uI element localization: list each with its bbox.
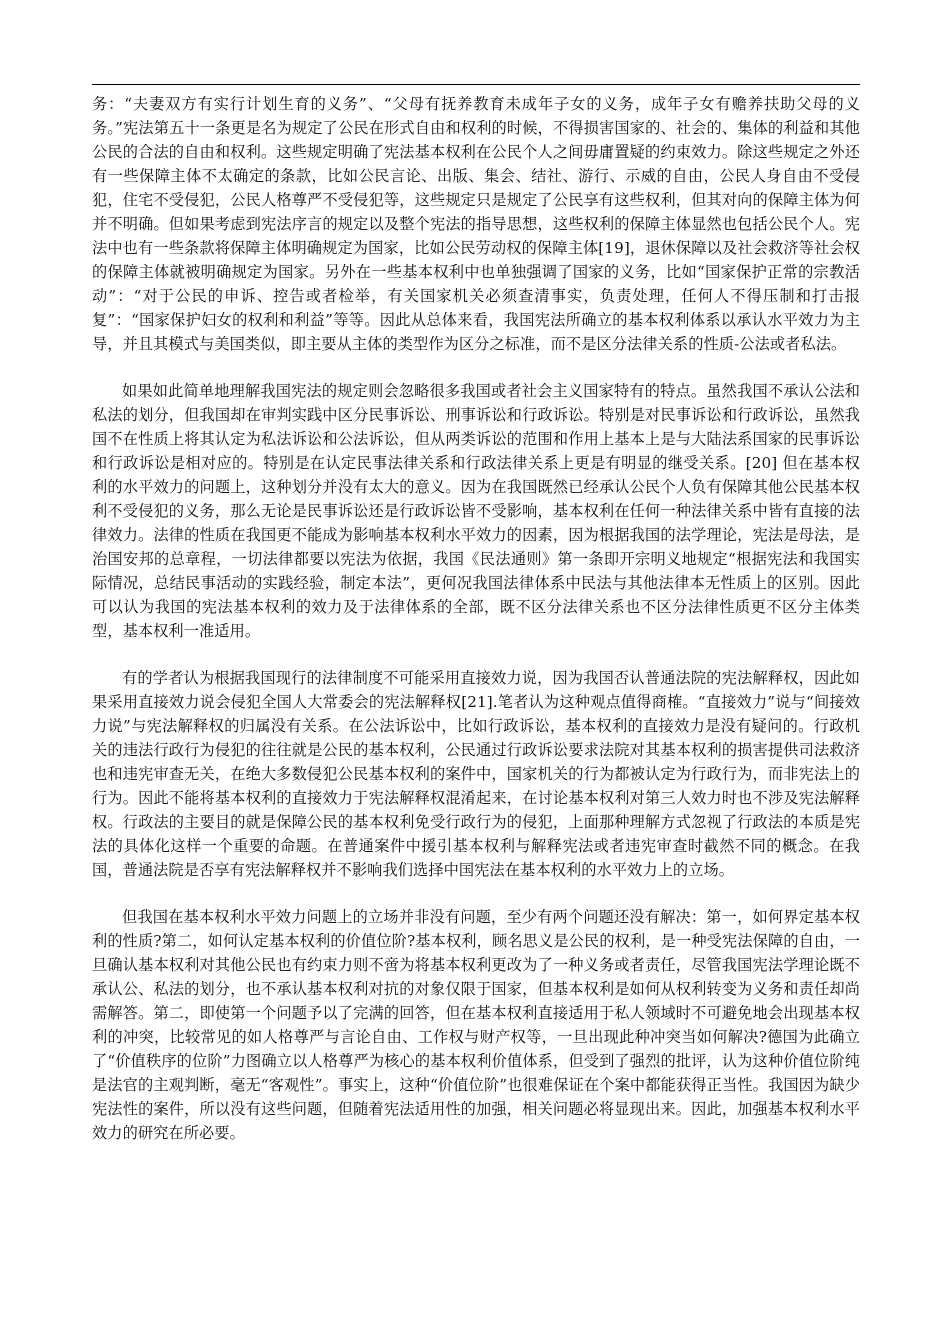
document-body: [92, 92, 860, 1168]
paragraph-2: 如果如此简单地理解我国宪法的规定则会忽略很多我国或者社会主义国家特有的特点。虽然我国不承认公法和私法的划分，但我国却在审判实践中区分民事诉讼、刑事诉讼和行政诉讼。特别是对民事诉讼和行政诉讼，虽然我国不在性质上将其认定为私法诉讼和公法诉讼，但从两类诉讼的范围和作用上基本上是与大陆法系国家的民事诉讼和行政诉讼是相对应的。特别是在认定民事法律关系和行政法律关系上更是有明显的继受关系。[20] 但在基本权利的水平效力的问题上，这种划分并没有太大的意义。因为在我国既然已经承认公民个人负有保障其他公民基本权利不受侵犯的义务，那么无论是民事诉讼还是行政诉讼皆不受影响，基本权利在任何一种法律关系中皆有直接的法律效力。法律的性质在我国更不能成为影响基本权利水平效力的因素，因为根据我国的法学理论，宪法是母法，是治国安邦的总章程，一切法律都要以宪法为依据，我国《民法通则》第一条即开宗明义地规定“根据宪法和我国实际情况，总结民事活动的实践经验，制定本法”，更何况我国法律体系中民法与其他法律本无性质上的区别。因此可以认为我国的宪法基本权利的效力及于法律体系的全部，既不区分法律关系也不区分法律性质更不区分主体类型，基本权利一准适用。: [92, 382, 860, 640]
paragraph-4: 但我国在基本权利水平效力问题上的立场并非没有问题，至少有两个问题还没有解决：第一，如何界定基本权利的性质?第二，如何认定基本权利的价值位阶?基本权利，顾名思义是公民的权利，是一种受宪法保障的自由，一旦确认基本权利对其他公民也有约束力则不啻为将基本权利更改为了一种义务或者责任，尽管我国宪法学理论既不承认公、私法的划分，也不承认基本权利对抗的对象仅限于国家，但基本权利是如何从权利转变为义务和责任却尚需解答。第二，即使第一个问题予以了完满的回答，但在基本权利直接适用于私人领域时不可避免地会出现基本权利的冲突，比较常见的如人格尊严与言论自由、工作权与财产权等，一旦出现此种冲突当如何解决?德国为此确立了“价值秩序的位阶”力图确立以人格尊严为核心的基本权利价值体系，但受到了强烈的批评，认为这种价值位阶纯是法官的主观判断，毫无“客观性”。事实上，这种“价值位阶”也很难保证在个案中都能获得正当性。我国因为缺少宪法性的案件，所以没有这些问题，但随着宪法适用性的加强，相关问题必将显现出来。因此，加强基本权利水平效力的研究在所必要。: [92, 908, 860, 1142]
header-rule: [92, 84, 860, 85]
paragraph-1: 务：“夫妻双方有实行计划生育的义务”、“父母有抚养教育未成年子女的义务，成年子女有赡养扶助父母的义务。”宪法第五十一条更是名为规定了公民在形式自由和权利的时候，不得损害国家的、社会的、集体的利益和其他公民的合法的自由和权利。这些规定明确了宪法基本权利在公民个人之间毋庸置疑的约束效力。除这些规定之外还有一些保障主体不太确定的条款，比如公民言论、出版、集会、结社、游行、示威的自由，公民人身自由不受侵犯，住宅不受侵犯，公民人格尊严不受侵犯等，这些规定只是规定了公民享有这些权利，但其对向的保障主体为何并不明确。但如果考虑到宪法序言的规定以及整个宪法的指导思想，这些权利的保障主体显然也包括公民个人。宪法中也有一些条款将保障主体明确规定为国家，比如公民劳动权的保障主体[19]，退休保障以及社会救济等社会权的保障主体就被明确规定为国家。另外在一些基本权利中也单独强调了国家的义务，比如“国家保护正常的宗教活动”：“对于公民的申诉、控告或者检举，有关国家机关必须查清事实，负责处理，任何人不得压制和打击报复”：“国家保护妇女的权利和利益”等等。因此从总体来看，我国宪法所确立的基本权利体系以承认水平效力为主导，并且其模式与美国类似，即主要从主体的类型作为区分之标准，而不是区分法律关系的性质-公法或者私法。: [92, 95, 860, 353]
paragraph-3: 有的学者认为根据我国现行的法律制度不可能采用直接效力说，因为我国否认普通法院的宪法解释权，因此如果采用直接效力说会侵犯全国人大常委会的宪法解释权[21].笔者认为这种观点值得商榷。“直接效力”说与“间接效力说”与宪法解释权的归属没有关系。在公法诉讼中，比如行政诉讼，基本权利的直接效力是没有疑问的。行政机关的违法行政行为侵犯的往往就是公民的基本权利，公民通过行政诉讼要求法院对其基本权利的损害提供司法救济也和违宪审查无关，在绝大多数侵犯公民基本权利的案件中，国家机关的行为都被认定为行政行为，而非宪法上的行为。因此不能将基本权利的直接效力于宪法解释权混淆起来，在讨论基本权利对第三人效力时也不涉及宪法解释权。行政法的主要目的就是保障公民的基本权利免受行政行为的侵犯，上面那种理解方式忽视了行政法的本质是宪法的具体化这样一个重要的命题。在普通案件中援引基本权利与解释宪法或者违宪审查时截然不同的概念。在我国，普通法院是否享有宪法解释权并不影响我们选择中国宪法在基本权利的水平效力上的立场。: [92, 669, 860, 879]
